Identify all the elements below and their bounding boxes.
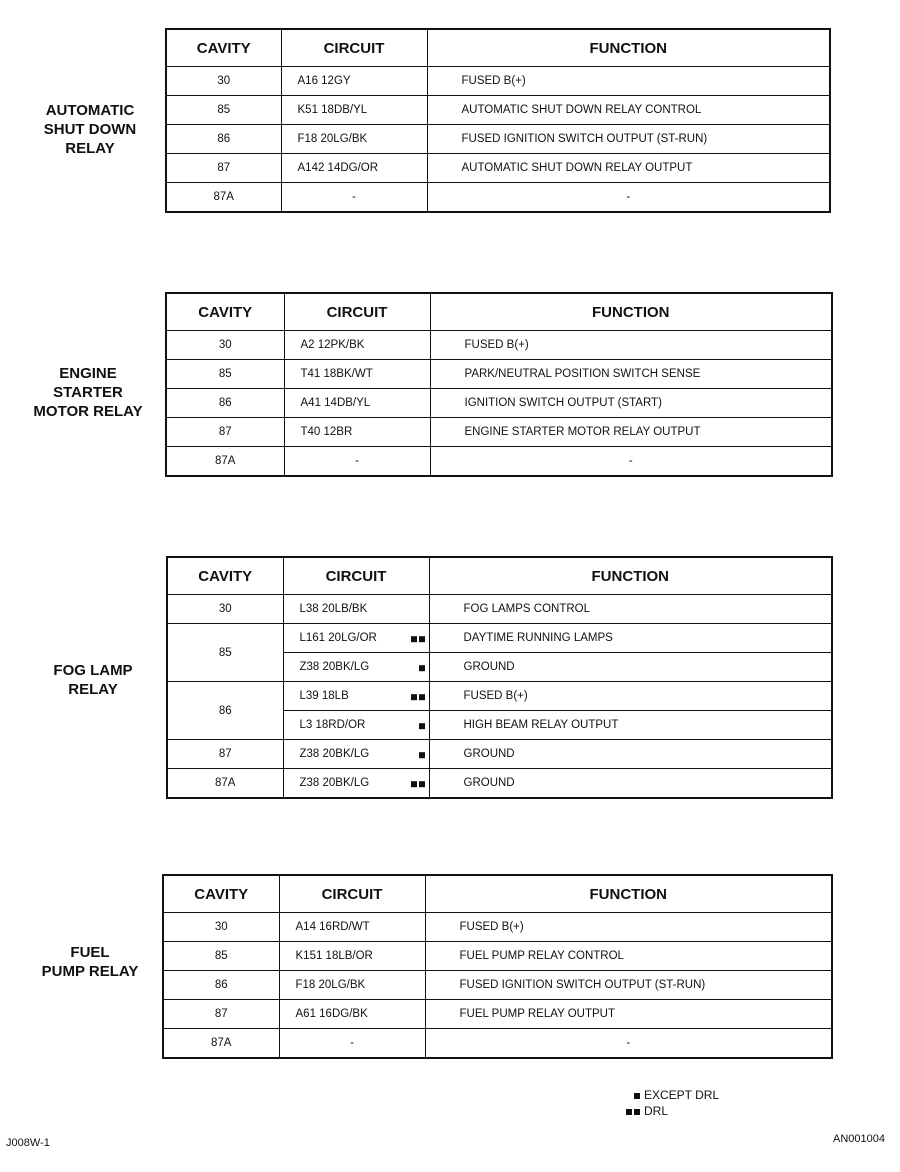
header-circuit: CIRCUIT [283, 557, 429, 595]
relay-name-automatic-shut-down: AUTOMATIC SHUT DOWN RELAY [43, 102, 137, 157]
cavity-cell: 86 [167, 682, 283, 740]
cavity-cell: 87 [166, 154, 281, 183]
except-drl-marker-icon [612, 1088, 640, 1102]
header-function: FUNCTION [425, 875, 832, 913]
header-circuit: CIRCUIT [279, 875, 425, 913]
circuit-cell: Z38 20BK/LG [283, 769, 429, 799]
function-cell: AUTOMATIC SHUT DOWN RELAY OUTPUT [427, 154, 830, 183]
circuit-cell: A142 14DG/OR [281, 154, 427, 183]
circuit-cell: A14 16RD/WT [279, 913, 425, 942]
table-row [166, 125, 830, 154]
cavity-cell: 85 [166, 360, 284, 389]
function-cell: GROUND [429, 769, 832, 799]
function-cell: - [427, 183, 830, 213]
function-cell: FOG LAMPS CONTROL [429, 595, 832, 624]
header-function: FUNCTION [430, 293, 832, 331]
cavity-cell: 87A [163, 1029, 279, 1059]
table-row [163, 1000, 832, 1029]
table-row [163, 971, 832, 1000]
table-row [167, 595, 832, 624]
cavity-cell: 87A [166, 447, 284, 477]
table-row [163, 1029, 832, 1059]
cavity-cell: 85 [163, 942, 279, 971]
legend-item-except-drl: EXCEPT DRL [612, 1087, 719, 1103]
cavity-cell: 87 [166, 418, 284, 447]
pin-table-fuel-pump [162, 874, 833, 1059]
relay-name-engine-starter-motor: ENGINE STARTER MOTOR RELAY [33, 365, 143, 420]
cavity-cell: 87 [163, 1000, 279, 1029]
table-row [163, 913, 832, 942]
drl-marker-icon [409, 691, 425, 703]
circuit-cell: Z38 20BK/LG [283, 653, 429, 682]
function-cell: ENGINE STARTER MOTOR RELAY OUTPUT [430, 418, 832, 447]
relay-name-fog-lamp: FOG LAMP RELAY [53, 662, 133, 698]
circuit-cell: A41 14DB/YL [284, 389, 430, 418]
except-drl-marker-icon [417, 662, 425, 674]
function-cell: FUSED B(+) [427, 67, 830, 96]
table-row [167, 624, 832, 653]
circuit-cell: A2 12PK/BK [284, 331, 430, 360]
table-row [166, 331, 832, 360]
cavity-cell: 85 [166, 96, 281, 125]
pin-table-engine-starter-motor [165, 292, 833, 477]
cavity-cell: 86 [166, 125, 281, 154]
table-row [167, 682, 832, 711]
function-cell: IGNITION SWITCH OUTPUT (START) [430, 389, 832, 418]
circuit-cell: A16 12GY [281, 67, 427, 96]
cavity-cell: 30 [163, 913, 279, 942]
cavity-cell: 87 [167, 740, 283, 769]
table-header-row [166, 29, 830, 67]
circuit-cell: Z38 20BK/LG [283, 740, 429, 769]
table-row [166, 154, 830, 183]
function-cell: FUSED IGNITION SWITCH OUTPUT (ST-RUN) [427, 125, 830, 154]
table-row [166, 67, 830, 96]
cavity-cell: 30 [167, 595, 283, 624]
circuit-cell: L38 20LB/BK [283, 595, 429, 624]
table-row [166, 389, 832, 418]
circuit-cell: - [279, 1029, 425, 1059]
function-cell: PARK/NEUTRAL POSITION SWITCH SENSE [430, 360, 832, 389]
circuit-cell: F18 20LG/BK [279, 971, 425, 1000]
circuit-cell: T40 12BR [284, 418, 430, 447]
function-cell: FUSED B(+) [430, 331, 832, 360]
except-drl-marker-icon [417, 720, 425, 732]
function-cell: GROUND [429, 740, 832, 769]
circuit-cell: K51 18DB/YL [281, 96, 427, 125]
figure-code-right: AN001004 [833, 1133, 885, 1145]
table-row [163, 942, 832, 971]
table-row [167, 769, 832, 799]
table-header-row [166, 293, 832, 331]
table-row [166, 360, 832, 389]
circuit-cell: L39 18LB [283, 682, 429, 711]
circuit-cell: A61 16DG/BK [279, 1000, 425, 1029]
header-cavity: CAVITY [163, 875, 279, 913]
cavity-cell: 87A [166, 183, 281, 213]
circuit-cell: L3 18RD/OR [283, 711, 429, 740]
circuit-cell: T41 18BK/WT [284, 360, 430, 389]
table-row [166, 183, 830, 213]
function-cell: GROUND [429, 653, 832, 682]
relay-name-fuel-pump: FUEL PUMP RELAY [41, 944, 139, 980]
except-drl-marker-icon [417, 749, 425, 761]
drl-marker-icon [409, 633, 425, 645]
function-cell: FUSED IGNITION SWITCH OUTPUT (ST-RUN) [425, 971, 832, 1000]
function-cell: DAYTIME RUNNING LAMPS [429, 624, 832, 653]
table-row [167, 740, 832, 769]
table-header-row [167, 557, 832, 595]
legend-item-drl: DRL [612, 1103, 719, 1119]
cavity-cell: 30 [166, 67, 281, 96]
function-cell: - [425, 1029, 832, 1059]
table-header-row [163, 875, 832, 913]
function-cell: FUSED B(+) [429, 682, 832, 711]
table-row [166, 447, 832, 477]
function-cell: HIGH BEAM RELAY OUTPUT [429, 711, 832, 740]
header-cavity: CAVITY [166, 293, 284, 331]
cavity-cell: 86 [166, 389, 284, 418]
circuit-cell: F18 20LG/BK [281, 125, 427, 154]
function-cell: AUTOMATIC SHUT DOWN RELAY CONTROL [427, 96, 830, 125]
figure-code-left: J008W-1 [6, 1137, 50, 1149]
function-cell: FUEL PUMP RELAY CONTROL [425, 942, 832, 971]
header-circuit: CIRCUIT [284, 293, 430, 331]
table-row [166, 96, 830, 125]
drl-marker-icon [612, 1104, 640, 1118]
cavity-cell: 86 [163, 971, 279, 1000]
circuit-cell: L161 20LG/OR [283, 624, 429, 653]
table-row [166, 418, 832, 447]
function-cell: FUSED B(+) [425, 913, 832, 942]
header-cavity: CAVITY [167, 557, 283, 595]
function-cell: FUEL PUMP RELAY OUTPUT [425, 1000, 832, 1029]
header-circuit: CIRCUIT [281, 29, 427, 67]
circuit-cell: - [284, 447, 430, 477]
pin-table-automatic-shut-down [165, 28, 831, 213]
header-cavity: CAVITY [166, 29, 281, 67]
function-cell: - [430, 447, 832, 477]
drl-marker-icon [409, 778, 425, 790]
header-function: FUNCTION [429, 557, 832, 595]
header-function: FUNCTION [427, 29, 830, 67]
pin-table-fog-lamp [166, 556, 833, 799]
circuit-cell: - [281, 183, 427, 213]
legend [612, 1087, 719, 1119]
cavity-cell: 85 [167, 624, 283, 682]
circuit-cell: K151 18LB/OR [279, 942, 425, 971]
cavity-cell: 87A [167, 769, 283, 799]
cavity-cell: 30 [166, 331, 284, 360]
